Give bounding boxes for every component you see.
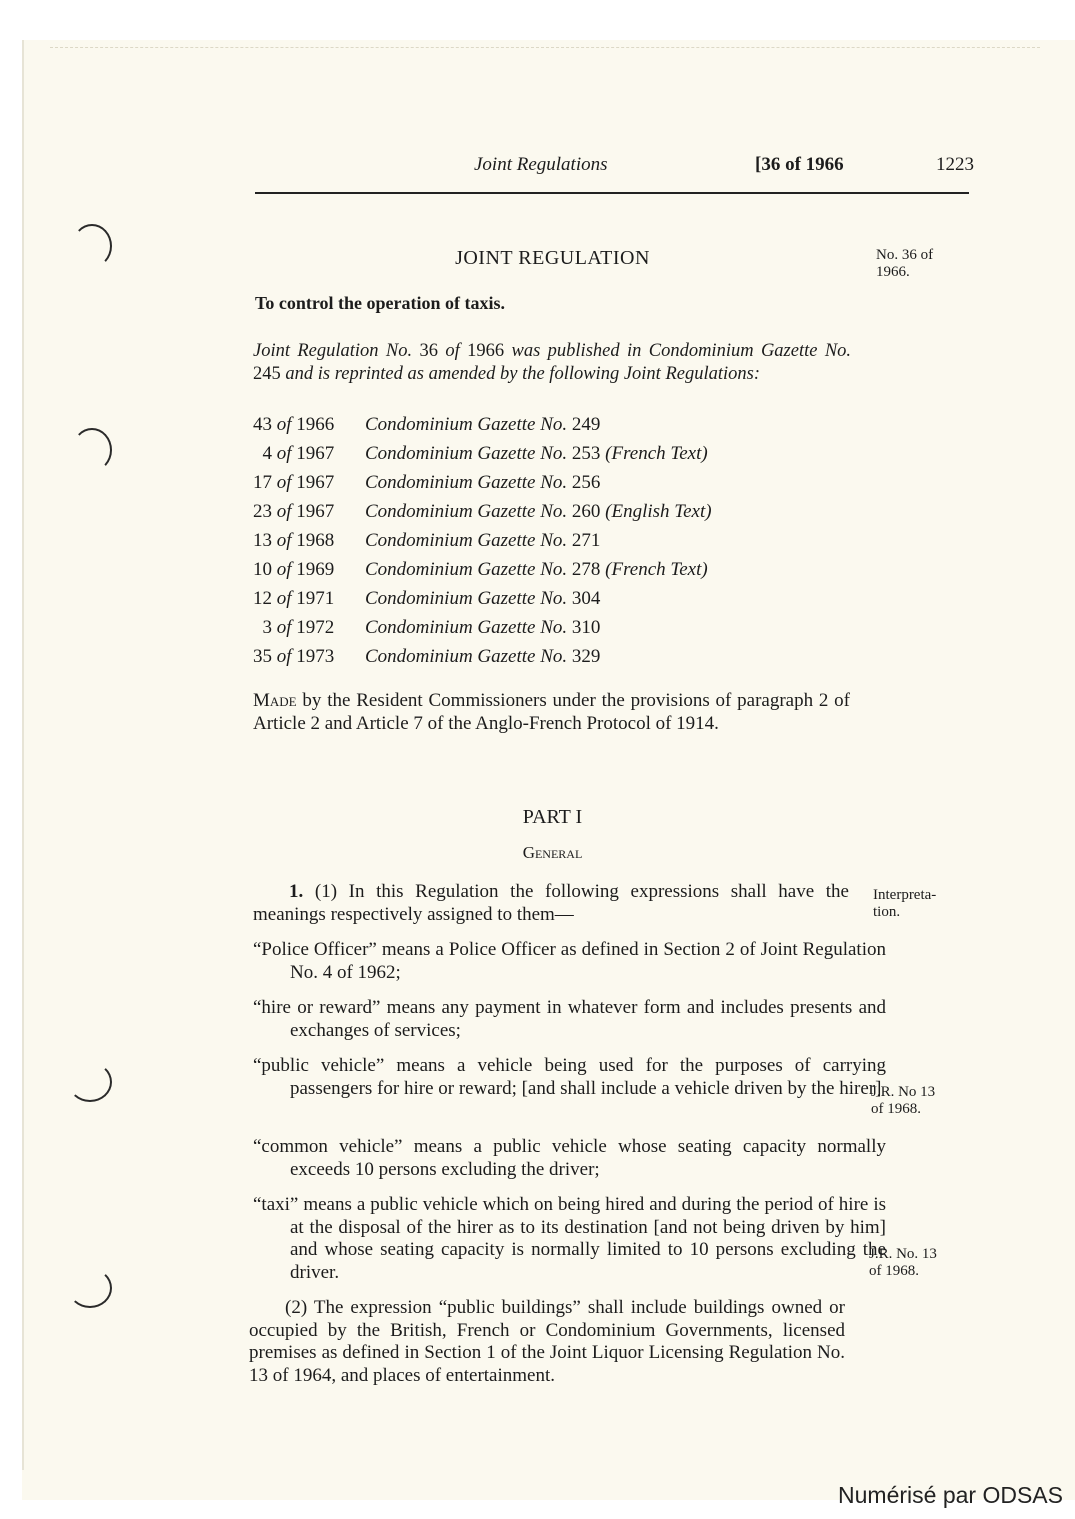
amendment-row: 12 of 1971 Condominium Gazette No. 304 xyxy=(253,588,601,609)
amendment-row: 17 of 1967 Condominium Gazette No. 256 xyxy=(253,472,601,493)
definition-police-officer: “Police Officer” means a Police Officer as defined in Section 2 of Joint Regulation No. 4 of 1962; xyxy=(253,939,886,983)
amendment-row: 23 of 1967 Condominium Gazette No. 260 (English Text) xyxy=(253,501,712,522)
punch-hole-4 xyxy=(68,1268,112,1308)
running-header-ref: [36 of 1966 xyxy=(755,154,844,175)
amendment-list xyxy=(253,412,712,673)
amendment-row: 3 of 1972 Condominium Gazette No. 310 xyxy=(262,617,601,638)
enacting-clause: Made by the Resident Commissioners under the provisions of paragraph 2 of Article 2 and Article 7 of the Anglo-French Protocol of 1914. xyxy=(253,690,851,734)
amendment-row: 43 of 1966 Condominium Gazette No. 249 xyxy=(253,414,601,435)
page-top-mark xyxy=(50,47,1040,48)
document-subtitle: To control the operation of taxis. xyxy=(255,293,505,313)
running-header-title: Joint Regulations xyxy=(474,154,608,175)
subsection-2-paragraph: (2) The expression “public buildings” shall include buildings owned or occupied by the British, French or Condominium Governments, licensed premises as defined in Section 1 of the Joint Liquor Licensing Regulation No. 13 of 1964, and places of entertainment. xyxy=(249,1297,845,1386)
document-title: JOINT REGULATION xyxy=(455,247,650,269)
page-number: 1223 xyxy=(936,154,974,175)
definition-hire-or-reward: “hire or reward” means any payment in whatever form and includes presents and exchanges of services; xyxy=(253,997,886,1041)
definition-taxi: “taxi” means a public vehicle which on being hired and during the period of hire is at the disposal of the hirer as to its destination [and not being driven by him] and whose seating capacity is normally limited to 10 persons excluding the driver. xyxy=(253,1194,886,1283)
header-rule xyxy=(255,192,969,194)
margin-note-jr-13-1968: J.R. No 13 of 1968. xyxy=(871,1084,936,1117)
amendment-row: 35 of 1973 Condominium Gazette No. 329 xyxy=(253,646,601,667)
punch-hole-2 xyxy=(72,428,112,472)
margin-note-jr-13-1968-b: J.R. No. 13 of 1968. xyxy=(869,1246,937,1279)
page-edge xyxy=(22,40,24,1470)
punch-hole-1 xyxy=(72,224,112,268)
amendment-row: 4 of 1967 Condominium Gazette No. 253 (French Text) xyxy=(262,443,708,464)
amendment-row: 13 of 1968 Condominium Gazette No. 271 xyxy=(253,530,601,551)
section-1-paragraph: 1. (1) In this Regulation the following expressions shall have the meanings respectively assigned to them— xyxy=(253,881,849,925)
amendment-row: 10 of 1969 Condominium Gazette No. 278 (French Text) xyxy=(253,559,708,580)
part-subheading: General xyxy=(522,843,583,862)
definition-public-vehicle: “public vehicle” means a vehicle being used for the purposes of carrying passengers for hire or reward; [and shall include a vehicle driven by the hirer] xyxy=(253,1055,886,1099)
punch-hole-3 xyxy=(68,1062,112,1102)
margin-note-regulation-number: No. 36 of 1966. xyxy=(876,247,934,280)
margin-note-interpretation: Interpreta- tion. xyxy=(873,887,937,920)
part-heading: PART I xyxy=(522,806,583,828)
intro-paragraph: Joint Regulation No. 36 of 1966 was published in Condominium Gazette No. 245 and is reprinted as amended by the following Joint Regulations: xyxy=(253,341,852,384)
definition-common-vehicle: “common vehicle” means a public vehicle whose seating capacity normally exceeds 10 persons excluding the driver; xyxy=(253,1136,886,1180)
digitization-credit: Numérisé par ODSAS xyxy=(838,1482,1063,1508)
